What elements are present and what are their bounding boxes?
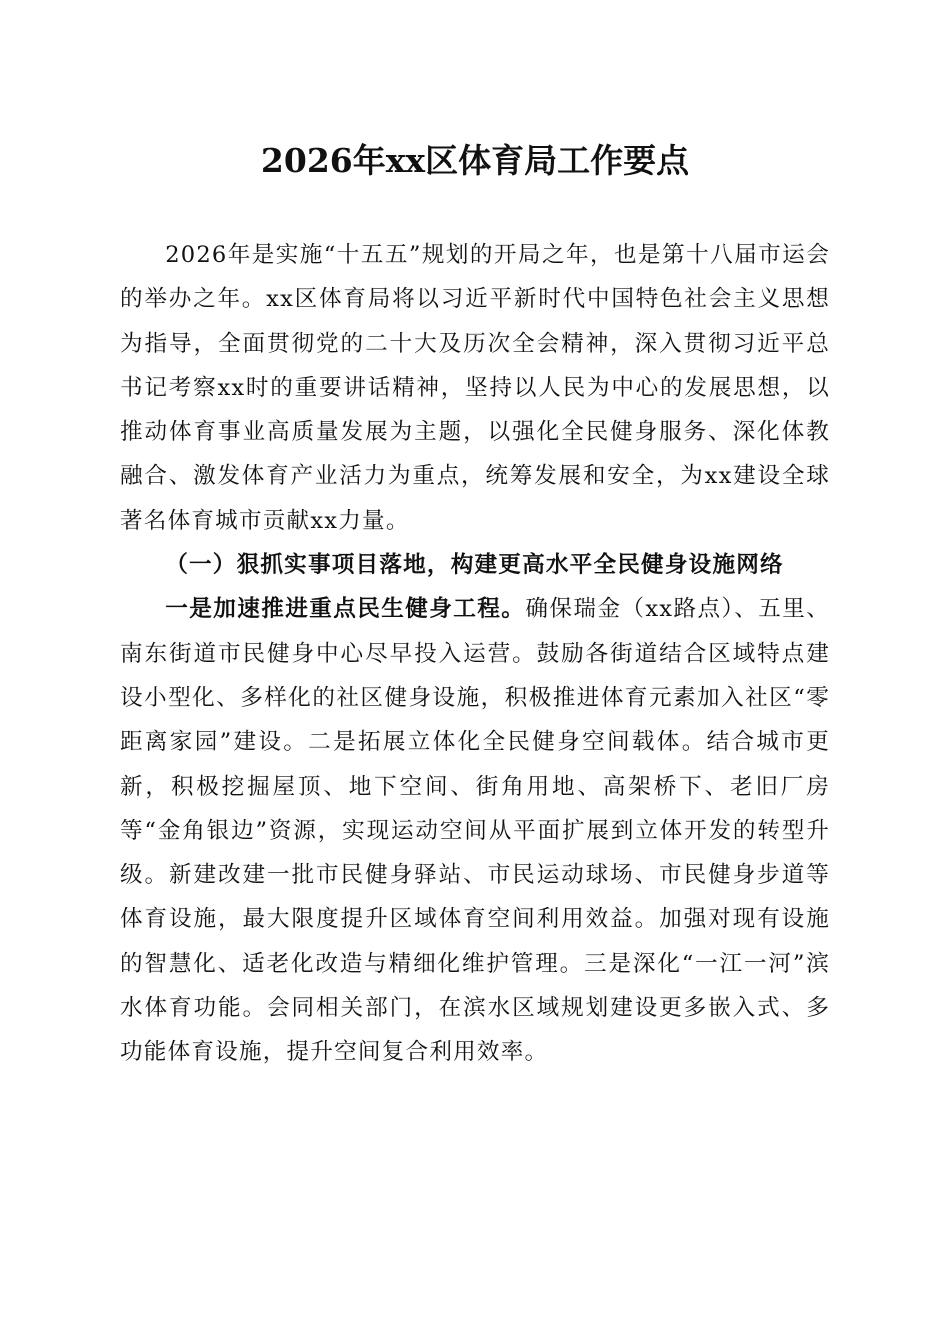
intro-paragraph: 2026年是实施“十五五”规划的开局之年，也是第十八届市运会的举办之年。xx区体育局将以习近平新时代中国特色社会主义思想为指导，全面贯彻党的二十大及历次全会精神，深入贯彻习近平总书记考察xx时的重要讲话精神，坚持以人民为中心的发展思想，以推动体育事业高质量发展为主题，以强化全民健身服务、深化体教融合、激发体育产业活力为重点，统筹发展和安全，为xx建设全球著名体育城市贡献xx力量。: [120, 242, 830, 534]
section-1-heading: （一）狠抓实事项目落地，构建更高水平全民健身设施网络: [165, 552, 784, 579]
document-body: [120, 233, 830, 1075]
document-title: 2026年xx区体育局工作要点: [260, 141, 690, 180]
section-1-body-text: 确保瑞金（xx路点）、五里、南东街道市民健身中心尽早投入运营。鼓励各街道结合区域特点建设小型化、多样化的社区健身设施，积极推进体育元素加入社区“零距离家园”建设。二是拓展立体化全民健身空间载体。结合城市更新，积极挖掘屋顶、地下空间、街角用地、高架桥下、老旧厂房等“金角银边”资源，实现运动空间从平面扩展到立体开发的转型升级。新建改建一批市民健身驿站、市民运动球场、市民健身步道等体育设施，最大限度提升区域体育空间利用效益。加强对现有设施的智慧化、适老化改造与精细化维护管理。三是深化“一江一河”滨水体育功能。会同相关部门，在滨水区域规划建设更多嵌入式、多功能体育设施，提升空间复合利用效率。: [120, 596, 831, 1066]
section-1-lead-sentence: 一是加速推进重点民生健身工程。: [165, 596, 526, 623]
section-1-paragraph: [120, 587, 830, 1074]
